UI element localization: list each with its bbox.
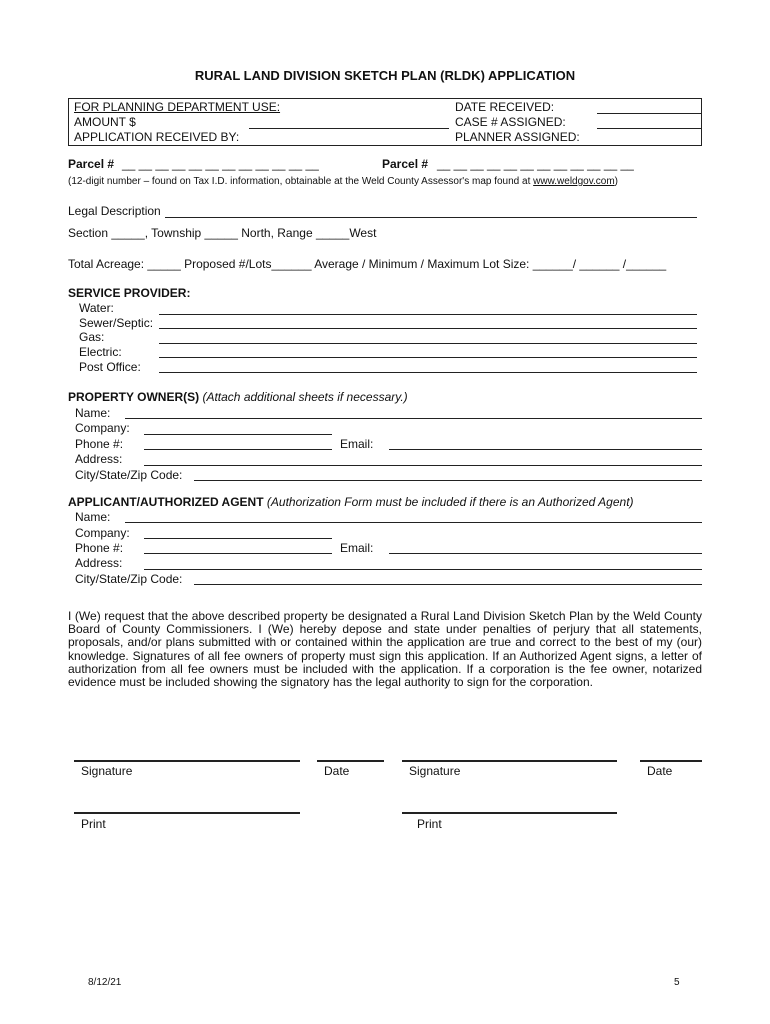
agent-address-label: Address:: [75, 556, 123, 570]
footer-date: 8/12/21: [88, 977, 122, 988]
case-assigned-field[interactable]: [597, 128, 701, 129]
agent-title: APPLICANT/AUTHORIZED AGENT: [68, 495, 264, 509]
date-label-1: Date: [324, 764, 350, 778]
owner-city-field[interactable]: [194, 480, 702, 481]
section-township-range-line[interactable]: Section _____, Township _____ North, Range _____West: [68, 226, 377, 240]
owner-phone-field[interactable]: [144, 449, 332, 450]
signature-line-2[interactable]: [402, 760, 617, 762]
service-provider-heading: SERVICE PROVIDER:: [68, 286, 191, 300]
parcel-note-close: ): [614, 176, 618, 187]
parcel-label-2: Parcel #: [382, 157, 429, 171]
planner-assigned-label: PLANNER ASSIGNED:: [455, 130, 580, 144]
gas-label: Gas:: [79, 330, 105, 344]
print-line-1[interactable]: [74, 812, 300, 814]
owner-name-field[interactable]: [125, 418, 702, 419]
gas-field[interactable]: [159, 343, 697, 344]
owner-address-label: Address:: [75, 452, 123, 466]
print-line-2[interactable]: [402, 812, 617, 814]
agent-company-field[interactable]: [144, 538, 332, 539]
electric-label: Electric:: [79, 345, 122, 359]
owner-email-label: Email:: [340, 437, 374, 451]
page-title: RURAL LAND DIVISION SKETCH PLAN (RLDK) APPLICATION: [194, 68, 576, 83]
acreage-line[interactable]: Total Acreage: _____ Proposed #/Lots______ Average / Minimum / Maximum Lot Size: ______/ ______ /______: [68, 257, 667, 271]
date-received-field[interactable]: [597, 113, 701, 114]
property-owner-note: (Attach additional sheets if necessary.): [202, 390, 408, 404]
parcel-label-1: Parcel #: [68, 157, 115, 171]
agent-phone-field[interactable]: [144, 553, 332, 554]
agent-name-label: Name:: [75, 510, 111, 524]
owner-company-label: Company:: [75, 421, 130, 435]
sewer-septic-field[interactable]: [159, 328, 697, 329]
post-office-label: Post Office:: [79, 360, 141, 374]
water-field[interactable]: [159, 314, 697, 315]
agent-city-label: City/State/Zip Code:: [75, 572, 183, 586]
declaration-paragraph: I (We) request that the above described property be designated a Rural Land Division Sketch Plan by the Weld County Board of County Commissioners. I (We) hereby depose and state under penalties of perjury that all statements, proposals, and/or plans submitted with or contained within the application are true and correct to the best of my (our) knowledge. Signatures of all fee owners of property must sign this application. If an Authorized Agent signs, a letter of authorization from all fee owners must be included with the application. If a corporation is the fee owner, notarized evidence must be included showing the signatory has the legal authority to sign for the corporation.: [68, 609, 702, 690]
agent-phone-label: Phone #:: [75, 541, 124, 555]
agent-address-field[interactable]: [144, 569, 702, 570]
date-line-2[interactable]: [640, 760, 702, 762]
legal-description-field[interactable]: [165, 217, 697, 218]
parcel-number-field-2[interactable]: __ __ __ __ __ __ __ __ __ __ __ __: [437, 157, 634, 171]
date-line-1[interactable]: [317, 760, 384, 762]
sewer-septic-label: Sewer/Septic:: [79, 316, 154, 330]
agent-heading: [68, 495, 634, 509]
owner-company-field[interactable]: [144, 434, 332, 435]
owner-city-label: City/State/Zip Code:: [75, 468, 183, 482]
planning-department-box: [68, 98, 702, 146]
weldgov-link[interactable]: www.weldgov.com: [533, 176, 615, 187]
signature-label-2: Signature: [409, 764, 461, 778]
owner-phone-label: Phone #:: [75, 437, 124, 451]
page-number: 5: [674, 977, 680, 988]
amount-label: AMOUNT $: [74, 115, 136, 129]
agent-company-label: Company:: [75, 526, 130, 540]
parcel-note-text: (12-digit number – found on Tax I.D. information, obtainable at the Weld County Assessor's map found at: [68, 176, 534, 187]
owner-address-field[interactable]: [144, 465, 702, 466]
property-owner-title: PROPERTY OWNER(S): [68, 390, 200, 404]
parcel-number-field-1[interactable]: __ __ __ __ __ __ __ __ __ __ __ __: [122, 157, 319, 171]
date-received-label: DATE RECEIVED:: [455, 100, 555, 114]
amount-field[interactable]: [249, 128, 449, 129]
signature-label-1: Signature: [81, 764, 133, 778]
signature-line-1[interactable]: [74, 760, 300, 762]
parcel-note: [68, 176, 618, 187]
agent-email-field[interactable]: [389, 553, 702, 554]
owner-email-field[interactable]: [389, 449, 702, 450]
for-planning-label: FOR PLANNING DEPARTMENT USE:: [74, 100, 281, 114]
water-label: Water:: [79, 301, 114, 315]
date-label-2: Date: [647, 764, 673, 778]
print-label-2: Print: [417, 817, 442, 831]
electric-field[interactable]: [159, 357, 697, 358]
application-received-by-label: APPLICATION RECEIVED BY:: [74, 130, 240, 144]
owner-name-label: Name:: [75, 406, 111, 420]
case-assigned-label: CASE # ASSIGNED:: [455, 115, 566, 129]
post-office-field[interactable]: [159, 372, 697, 373]
agent-email-label: Email:: [340, 541, 374, 555]
legal-description-label: Legal Description: [68, 204, 161, 218]
agent-note: (Authorization Form must be included if there is an Authorized Agent): [266, 495, 634, 509]
agent-name-field[interactable]: [125, 522, 702, 523]
property-owner-heading: [68, 390, 408, 404]
print-label-1: Print: [81, 817, 106, 831]
agent-city-field[interactable]: [194, 584, 702, 585]
